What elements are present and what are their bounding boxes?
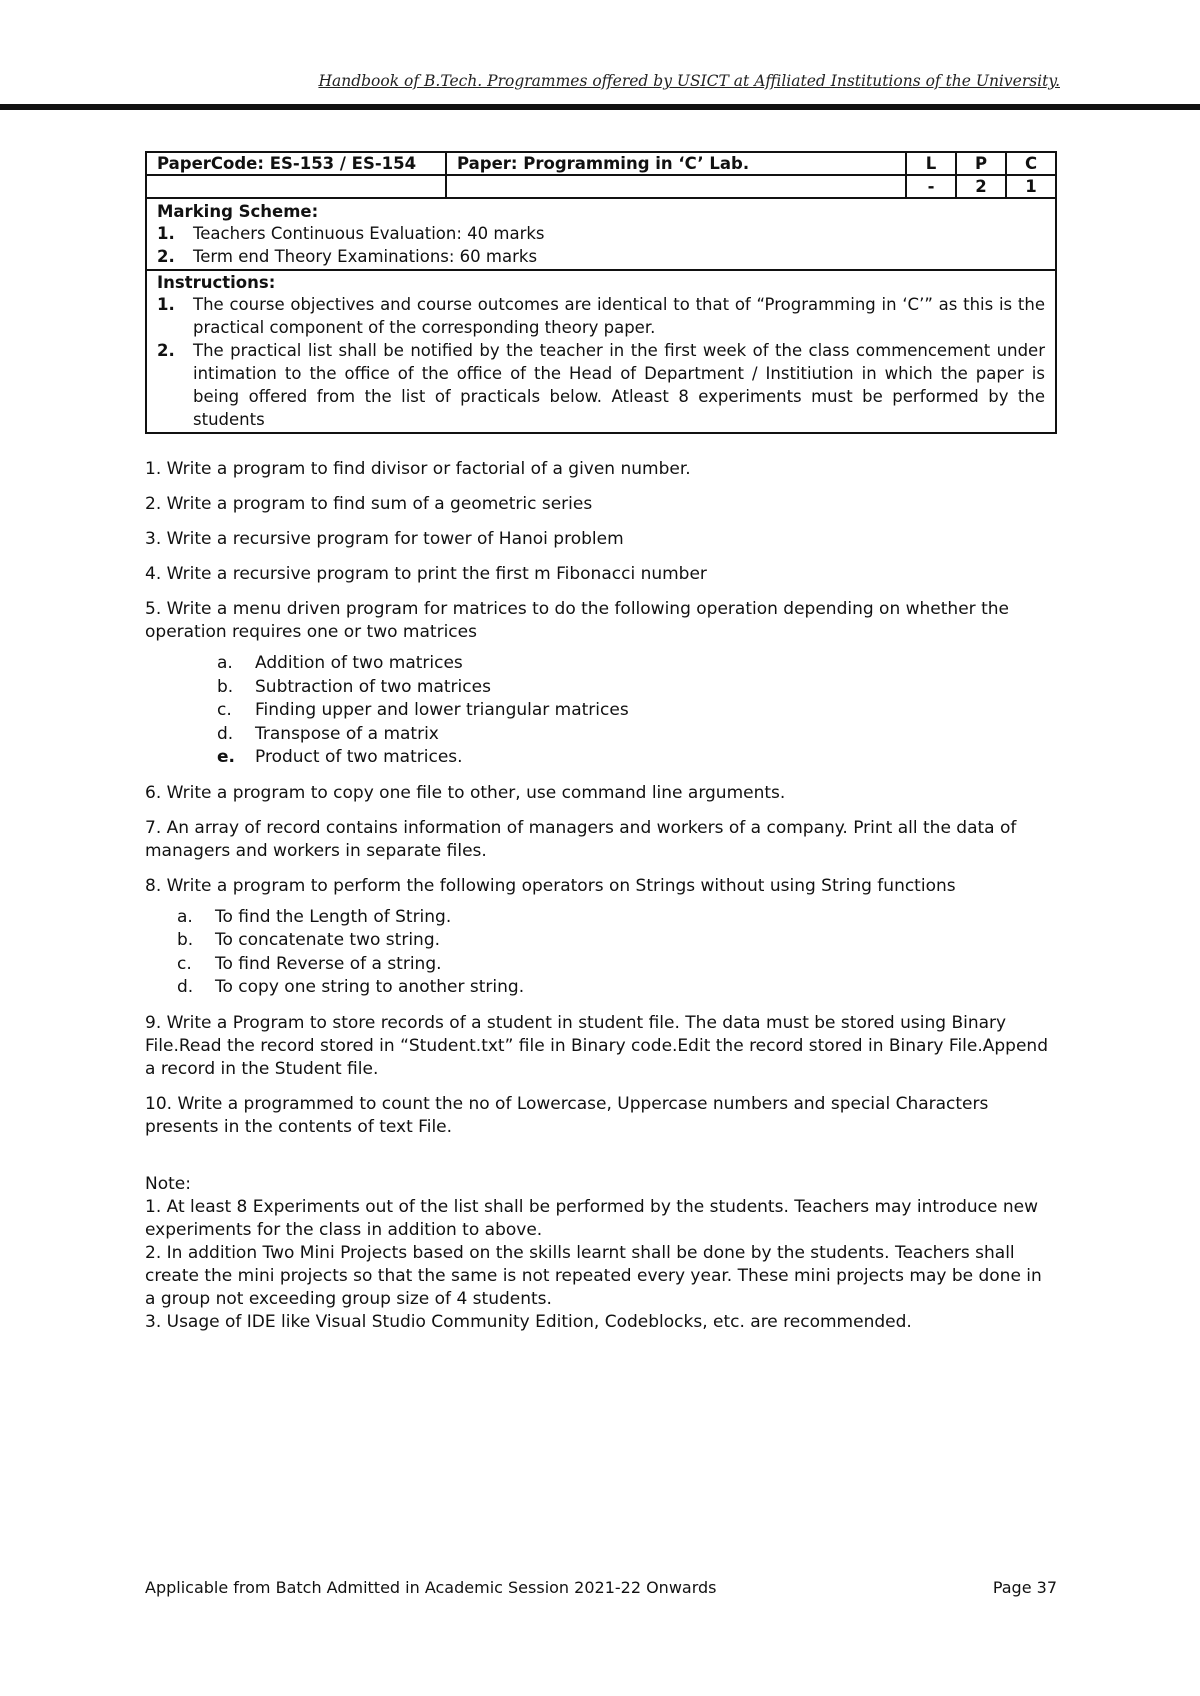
list-item: a. Addition of two matrices [217,653,463,673]
practical-3: 3. Write a recursive program for tower of Hanoi problem [145,529,624,549]
list-item: c. To find Reverse of a string. [177,953,442,974]
list-item: d. Transpose of a matrix [217,723,439,744]
header-rule [0,104,1200,110]
page-header: Handbook of B.Tech. Programmes offered by USICT at Affiliated Institutions of the University. [318,72,1060,90]
practical-7: 7. An array of record contains information of managers and workers of a company. Print all the data of managers and workers in separate files. [145,817,1017,861]
col-p: P [956,152,1006,175]
list-item: 1. The course objectives and course outcomes are identical to that of “Programming in ‘C’” as this is the practical component of the corresponding theory paper. [157,295,1045,337]
marking-scheme-row [146,198,1056,270]
value-p: 2 [956,175,1006,198]
practical-8: 8. Write a program to perform the following operators on Strings without using String functions [145,875,956,896]
marking-scheme-title: Marking Scheme: [157,202,319,221]
practical-8-sublist [177,906,1057,1000]
list-item: b. Subtraction of two matrices [217,676,491,697]
instructions-list [157,293,1045,431]
col-c: C [1006,152,1056,175]
list-item: a. To find the Length of String. [177,906,452,927]
paper-title: Paper: Programming in ‘C’ Lab. [446,152,906,175]
list-item: c. Finding upper and lower triangular matrices [217,700,629,720]
col-l: L [906,152,956,175]
note-title: Note: [145,1173,191,1194]
practical-1: 1. Write a program to find divisor or factorial of a given number. [145,459,691,479]
list-item: e. Product of two matrices. [217,747,463,767]
table-values-row [146,175,1056,198]
empty-cell [446,175,906,198]
page-number: Page 37 [992,1578,1057,1597]
value-c: 1 [1006,175,1056,198]
practical-10: 10. Write a programmed to count the no of Lowercase, Uppercase numbers and special Characters presents in the contents of text File. [145,1093,989,1137]
footer-applicability: Applicable from Batch Admitted in Academic Session 2021-22 Onwards [145,1578,717,1597]
instructions-title: Instructions: [157,273,276,292]
instructions-row [146,270,1056,433]
empty-cell [146,175,446,198]
table-header-row [146,152,1056,175]
paper-details-table [145,151,1057,434]
list-item: 1. Teachers Continuous Evaluation: 40 marks [157,224,545,243]
page-footer [145,1578,1057,1597]
marking-scheme-list [157,222,1045,268]
practical-list [145,458,1057,1334]
paper-code: PaperCode: ES-153 / ES-154 [146,152,446,175]
list-item: b. To concatenate two string. [177,930,441,950]
practical-5-sublist [217,652,1057,770]
practical-5: 5. Write a menu driven program for matrices to do the following operation depending on whether the operation requires one or two matrices [145,599,1009,642]
note-2: 2. In addition Two Mini Projects based on the skills learnt shall be done by the students. Teachers shall create the mini projects so that the same is not repeated every year. These mini projects may be done in a group not exceeding group size of 4 students. [145,1242,1042,1309]
note-3: 3. Usage of IDE like Visual Studio Community Edition, Codeblocks, etc. are recommended. [145,1311,912,1332]
note-section [145,1173,1057,1334]
practical-9: 9. Write a Program to store records of a student in student file. The data must be stored using Binary File.Read the record stored in “Student.txt” file in Binary code.Edit the record stored in Binary File.Append a record in the Student file. [145,1012,1048,1079]
note-1: 1. At least 8 Experiments out of the list shall be performed by the students. Teachers may introduce new experiments for the class in addition to above. [145,1196,1038,1240]
list-item: 2. The practical list shall be notified by the teacher in the first week of the class commencement under intimation to the office of the office of the Head of Department / Institiution in which the paper is being offered from the list of practicals below. Atleast 8 experiments must be performed by the students [157,341,1045,429]
practical-6: 6. Write a program to copy one file to other, use command line arguments. [145,782,786,803]
practical-4: 4. Write a recursive program to print the first m Fibonacci number [145,564,707,584]
list-item: 2. Term end Theory Examinations: 60 marks [157,247,538,266]
list-item: d. To copy one string to another string. [177,977,525,997]
value-l: - [906,175,956,198]
practical-2: 2. Write a program to find sum of a geometric series [145,494,593,514]
